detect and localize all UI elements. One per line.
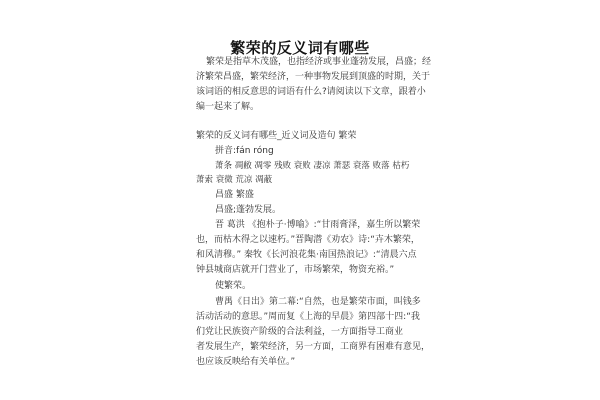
intro-line-3: 该词语的相反意思的词语有什么?请阅读以下文章，跟着小	[196, 87, 426, 97]
quote2-line-5: 也应该反映给有关单位。”	[196, 357, 296, 367]
page-title: 繁荣的反义词有哪些	[230, 39, 370, 57]
quote2-line-1: 曹禺《日出》第二幕:“自然，也是繁荣市面，叫钱多	[215, 297, 421, 307]
intro-line-2: 济繁荣昌盛，繁荣经济，一种事物发展到顶盛的时期，关于	[196, 72, 431, 82]
antonyms-line-1: 萧条 凋敝 凋零 残败 衰败 凄凉 萧瑟 衰落 败落 枯朽	[215, 161, 410, 171]
quote-line-2: 也，而枯木得之以速朽。”晋陶潜《劝农》诗:“卉木繁荣，	[196, 235, 420, 245]
intro-line-4: 编一起来了解。	[196, 102, 260, 112]
antonyms-line-2: 萧索 衰微 荒凉 凋蔽	[196, 175, 273, 185]
quote2-line-4: 者发展生产，繁荣经济，另一方面，工商界有困难有意见，	[196, 342, 431, 352]
quote-line-1: 晋 葛洪 《抱朴子·博喻》:“甘雨膏泽，嘉生所以繁荣	[215, 220, 421, 230]
subheading: 繁荣的反义词有哪些_近义词及造句 繁荣	[196, 131, 357, 141]
quote-line-3: 和风清穆。” 秦牧《长河浪花集·南国热浪记》:“清晨六点	[196, 250, 417, 260]
quote-line-4: 钟县城商店就开门营业了，市场繁荣，物资充裕。”	[196, 265, 395, 275]
quote2-line-3: 们党让民族资产阶级的合法利益，一方面指导工商业	[196, 327, 404, 337]
synonyms: 昌盛 繁盛	[215, 190, 254, 200]
intro-line-1: 繁荣是指草木茂盛，也指经济或事业蓬勃发展，昌盛；经	[206, 57, 432, 67]
quote2-line-2: 活动活动的意思。”周而复《上海的早晨》第四部十四:“我	[196, 312, 420, 322]
pinyin: 拼音:fán róng	[215, 146, 274, 156]
definition: 昌盛;蓬勃发展。	[215, 205, 282, 215]
usage: 使繁荣。	[215, 281, 252, 291]
